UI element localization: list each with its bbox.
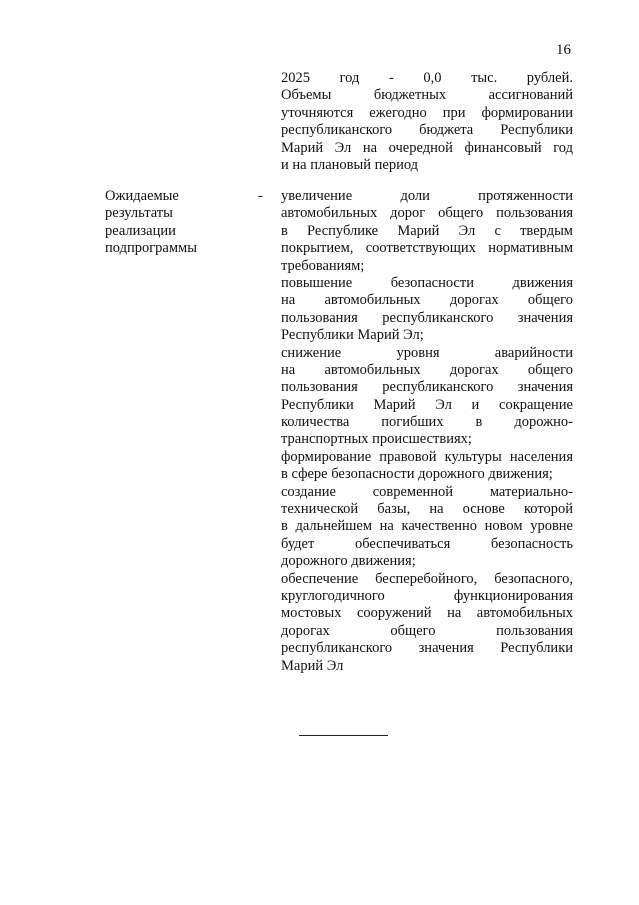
- text-line: дорожного движения;: [281, 553, 416, 570]
- text-line: в Республике Марий Эл с твердым: [281, 222, 573, 239]
- results-text-block: [281, 188, 573, 675]
- text-line: повышение безопасности движения: [281, 274, 573, 291]
- text-line: мостовых сооружений на автомобильных: [281, 605, 573, 622]
- text-line: в дальнейшем на качественно новом уровне: [281, 518, 573, 535]
- text-line: Марий Эл на очередной финансовый год: [281, 139, 573, 156]
- text-line: увеличение доли протяженности: [281, 188, 573, 204]
- text-line: требованиям;: [281, 257, 365, 274]
- text-line: будет обеспечиваться безопасность: [281, 535, 573, 552]
- funding-text-block: [281, 70, 573, 174]
- text-line: и на плановый период: [281, 156, 419, 173]
- text-line: на автомобильных дорогах общего: [281, 361, 573, 378]
- text-line: круглогодичного функционирования: [281, 587, 573, 604]
- text-line: создание современной материально-: [281, 483, 573, 500]
- text-line: республиканского бюджета Республики: [281, 122, 573, 139]
- text-line: пользования республиканского значения: [281, 379, 573, 396]
- text-line: пользования республиканского значения: [281, 309, 573, 326]
- label-line: Ожидаемые: [105, 188, 179, 204]
- text-line: дорогах общего пользования: [281, 622, 573, 639]
- text-line: Республики Марий Эл и сокращение: [281, 396, 573, 413]
- label-line: подпрограммы: [105, 240, 197, 257]
- label-line: реализации: [105, 222, 176, 239]
- text-line: транспортных происшествиях;: [281, 431, 472, 448]
- separator-dash: -: [258, 188, 263, 204]
- text-line: в сфере безопасности дорожного движения;: [281, 466, 553, 483]
- text-line: автомобильных дорог общего пользования: [281, 205, 573, 222]
- label-line: результаты: [105, 205, 173, 222]
- text-line: 2025 год - 0,0 тыс. рублей.: [281, 70, 573, 86]
- text-line: уточняются ежегодно при формировании: [281, 104, 573, 121]
- text-line: республиканского значения Республики: [281, 640, 573, 657]
- text-line: Марий Эл: [281, 657, 344, 674]
- text-line: покрытием, соответствующих нормативным: [281, 240, 573, 257]
- text-line: Республики Марий Эл;: [281, 327, 424, 344]
- end-rule: [299, 735, 388, 736]
- text-line: обеспечение бесперебойного, безопасного,: [281, 570, 573, 587]
- results-label: [105, 188, 255, 258]
- text-line: снижение уровня аварийности: [281, 344, 573, 361]
- text-line: Объемы бюджетных ассигнований: [281, 87, 573, 104]
- text-line: формирование правовой культуры населения: [281, 448, 573, 465]
- text-line: на автомобильных дорогах общего: [281, 292, 573, 309]
- text-line: технической базы, на основе которой: [281, 501, 573, 518]
- page-number: 16: [556, 42, 571, 58]
- text-line: количества погибших в дорожно-: [281, 414, 573, 431]
